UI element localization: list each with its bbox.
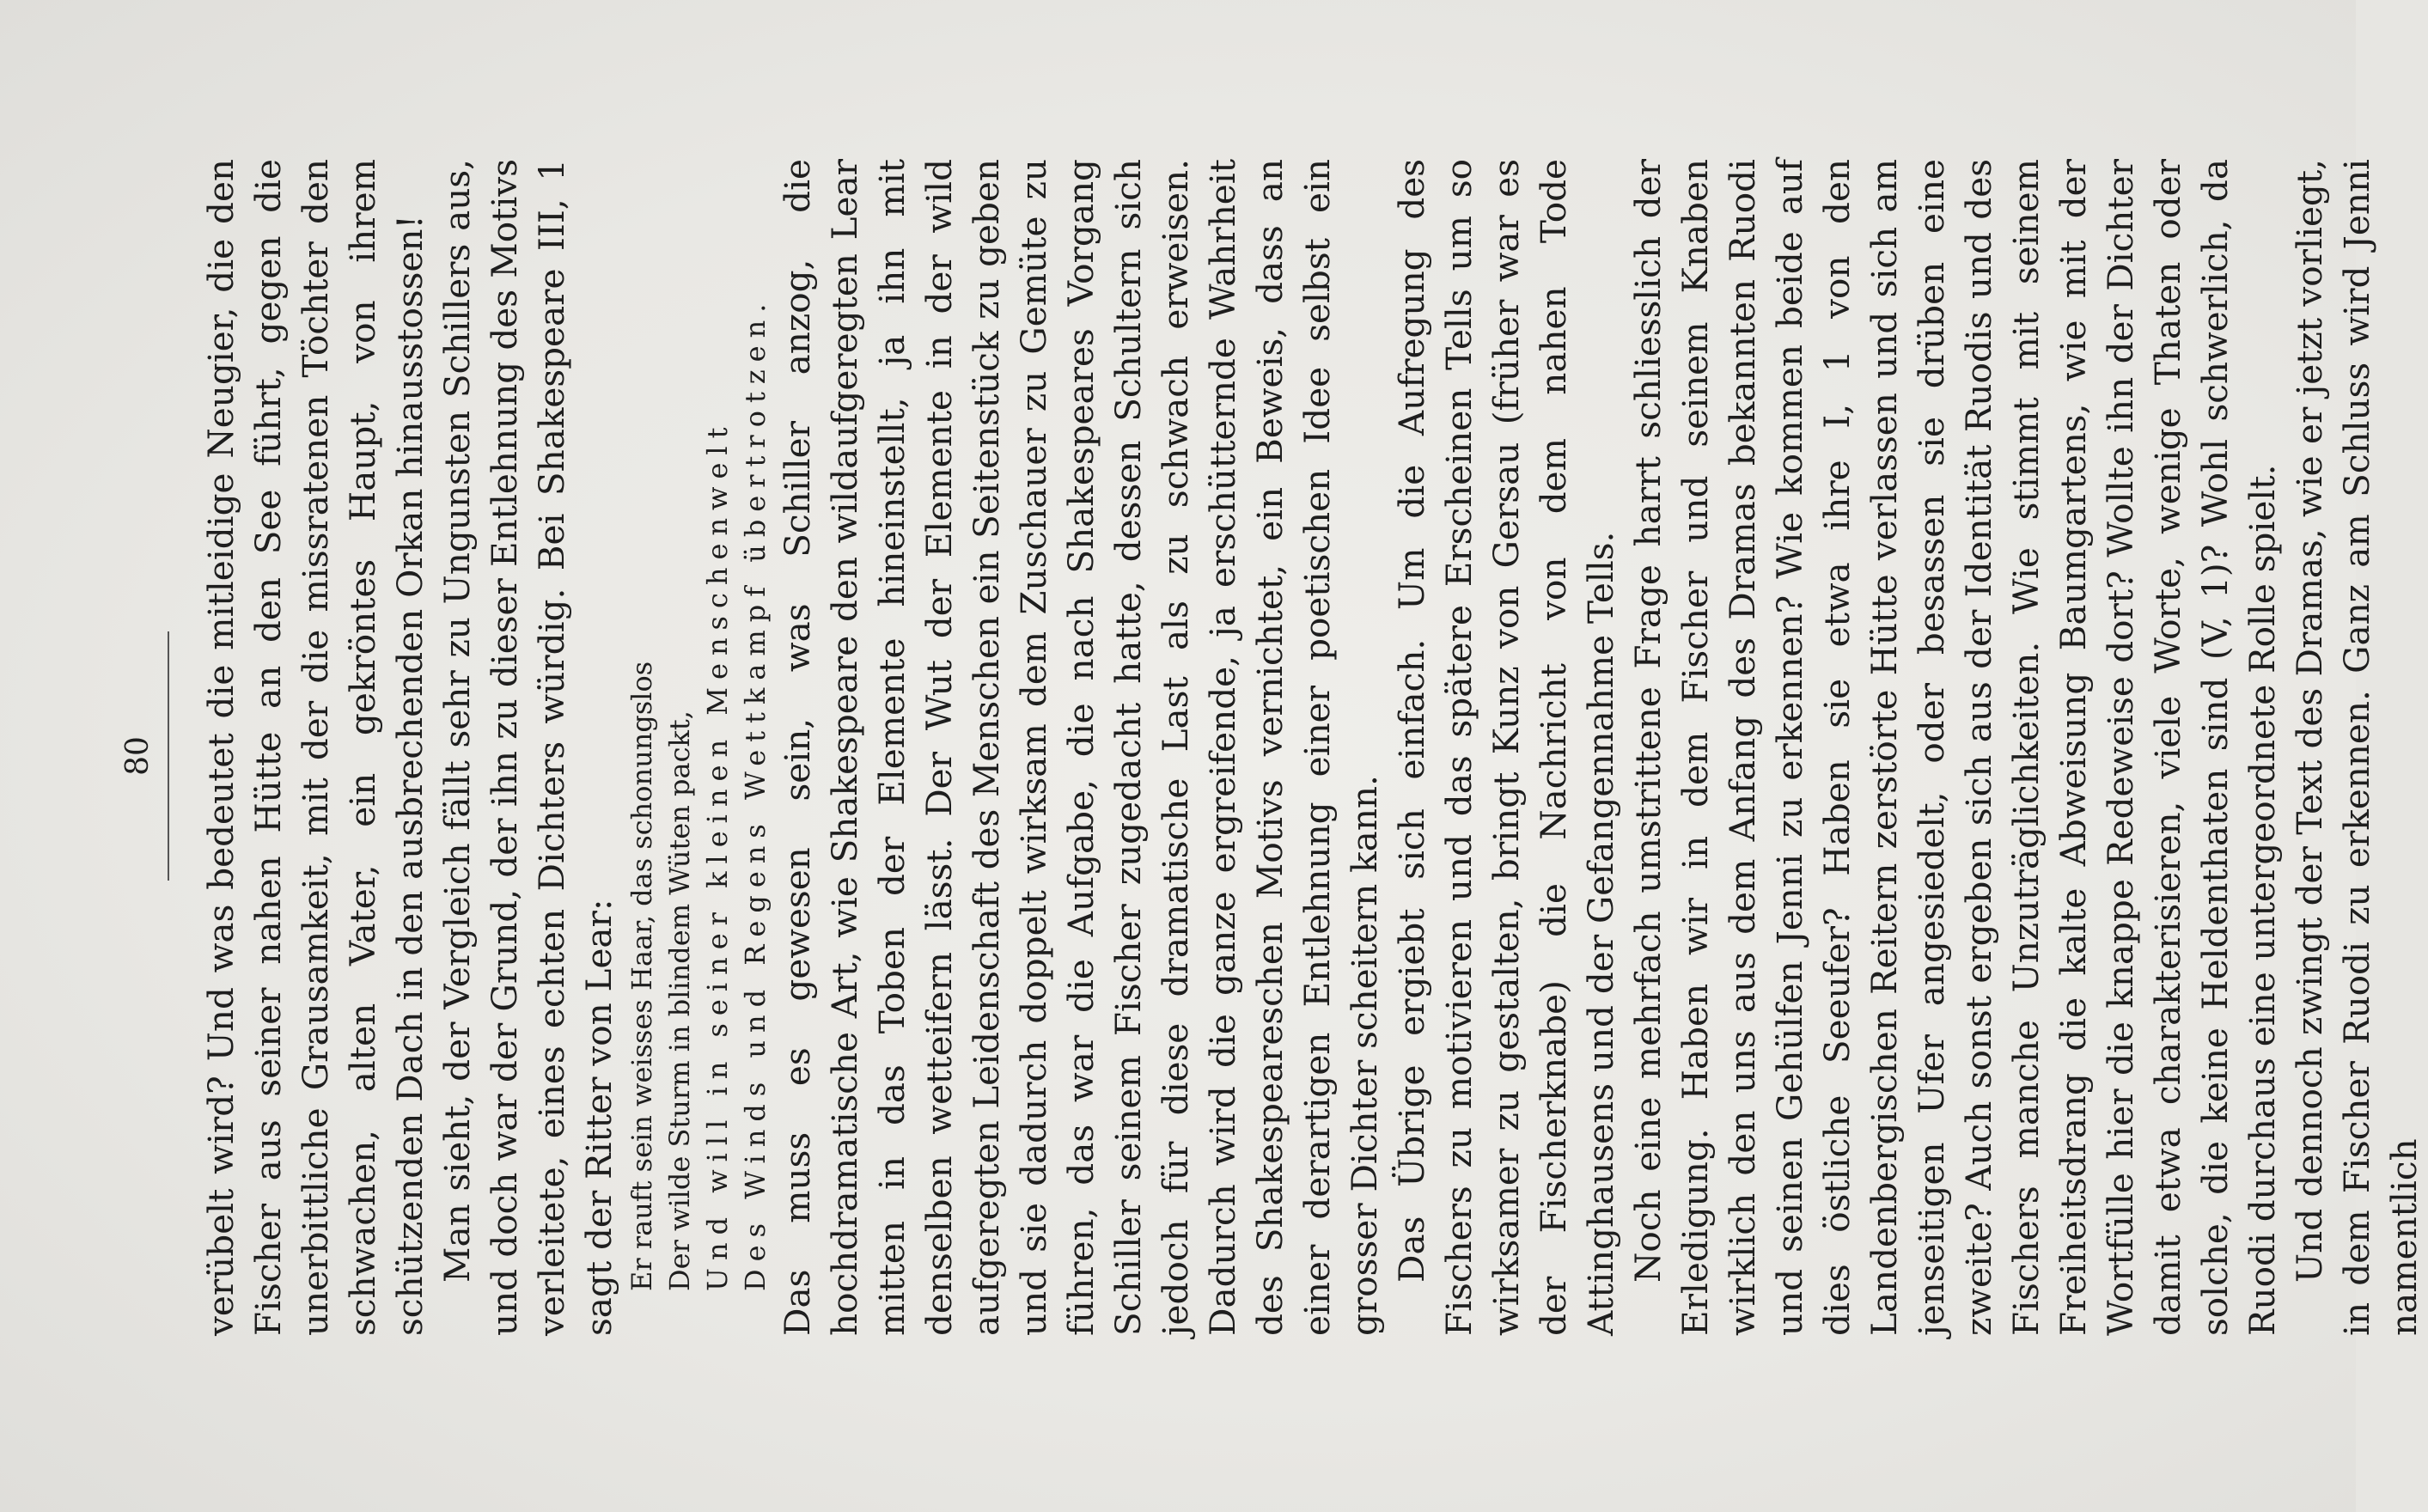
- verse-quote: [623, 159, 774, 1291]
- body-text: [198, 159, 2428, 1336]
- paragraph-5: Noch eine mehrfach umstrittene Frage harrt schliesslich der Erledigung. Haben wir in dem Fischer und seinem Knaben wirklich den uns aus dem Anfang des Dramas bekannten Ruodi und seinen Gehülfen Jenni zu erkennen? Wie kommen beide auf dies östliche Seeufer? Haben sie etwa ihre I, 1 von den Landenbergischen Reitern zerstörte Hütte verlassen und sich am jenseitigen Ufer angesiedelt, oder besassen sie drüben eine zweite? Auch sonst ergeben sich aus der Identität Ruodis und des Fischers manche Unzuträglichkeiten. Wie stimmt mit seinem Freiheitsdrang die kalte Abweisung Baumgartens, wie mit der Wortfülle hier die knappe Redeweise dort? Wollte ihn der Dichter damit etwa charakterisieren, viele Worte, wenige Thaten oder solche, die keine Heldenthaten sind (V, 1)? Wohl schwerlich, da Ruodi durchaus eine untergeordnete Rolle spielt.: [1627, 159, 2283, 1336]
- verse-line: Er rauft sein weisses Haar, das schonungslos: [625, 661, 658, 1291]
- verse-line: Und will in seiner kleinen Menschenwelt: [701, 419, 734, 1291]
- paragraph-1: verübelt wird? Und was bedeutet die mitleidige Neugier, die den Fischer aus seiner nahen Hütte an den See führt, gegen die unerbittliche Grausamkeit, mit der die missratenen Töchter den schwachen, alten Vater, ein gekröntes Haupt, von ihrem schützenden Dach in den ausbrechenden Orkan hinausstossen!: [200, 159, 430, 1336]
- paragraph-6: Und dennoch zwingt der Text des Dramas, wie er jetzt vorliegt, in dem Fischer Ruodi zu erkennen. Ganz am Schluss wird Jenni namentlich: [2289, 159, 2425, 1336]
- paragraph-4: Das Übrige ergiebt sich einfach. Um die Aufregung des Fischers zu motivieren und das spätere Erscheinen Tells um so wirksamer zu gestalten, bringt Kunz von Gersau (früher war es der Fischerknabe) die Nachricht von dem nahen Tode Attinghausens und der Gefangennahme Tells.: [1391, 159, 1621, 1336]
- page-number: 80: [120, 736, 156, 776]
- verse-line: Der wilde Sturm in blindem Wüten packt,: [663, 710, 696, 1291]
- verse-line: Des Winds und Regens Wettkampf übertrotzen.: [739, 296, 772, 1291]
- paragraph-3: Das muss es gewesen sein, was Schiller anzog, die hochdramatische Art, wie Shakespeare den wildaufgeregten Lear mitten in das Toben der Elemente hineinstellt, ja ihn mit denselben wetteifern lässt. Der Wut der Elemente in der wild aufgeregten Leidenschaft des Menschen ein Seitenstück zu geben und sie dadurch doppelt wirksam dem Zuschauer zu Gemüte zu führen, das war die Aufgabe, die nach Shakespeares Vorgang Schiller seinem Fischer zugedacht hatte, dessen Schultern sich jedoch für diese dramatische Last als zu schwach erweisen. Dadurch wird die ganze ergreifende, ja erschütternde Wahrheit des Shakespeareschen Motivs vernichtet, ein Beweis, dass an einer derartigen Entlehnung einer poetischen Idee selbst ein grosser Dichter scheitern kann.: [777, 159, 1385, 1336]
- paragraph-2: Man sieht, der Vergleich fällt sehr zu Ungunsten Schillers aus, und doch war der Grund, der ihn zu dieser Entlehnung des Motivs verleitete, eines echten Dichters würdig. Bei Shakespeare III, 1 sagt der Ritter von Lear:: [436, 159, 619, 1336]
- header-rule: [168, 631, 169, 881]
